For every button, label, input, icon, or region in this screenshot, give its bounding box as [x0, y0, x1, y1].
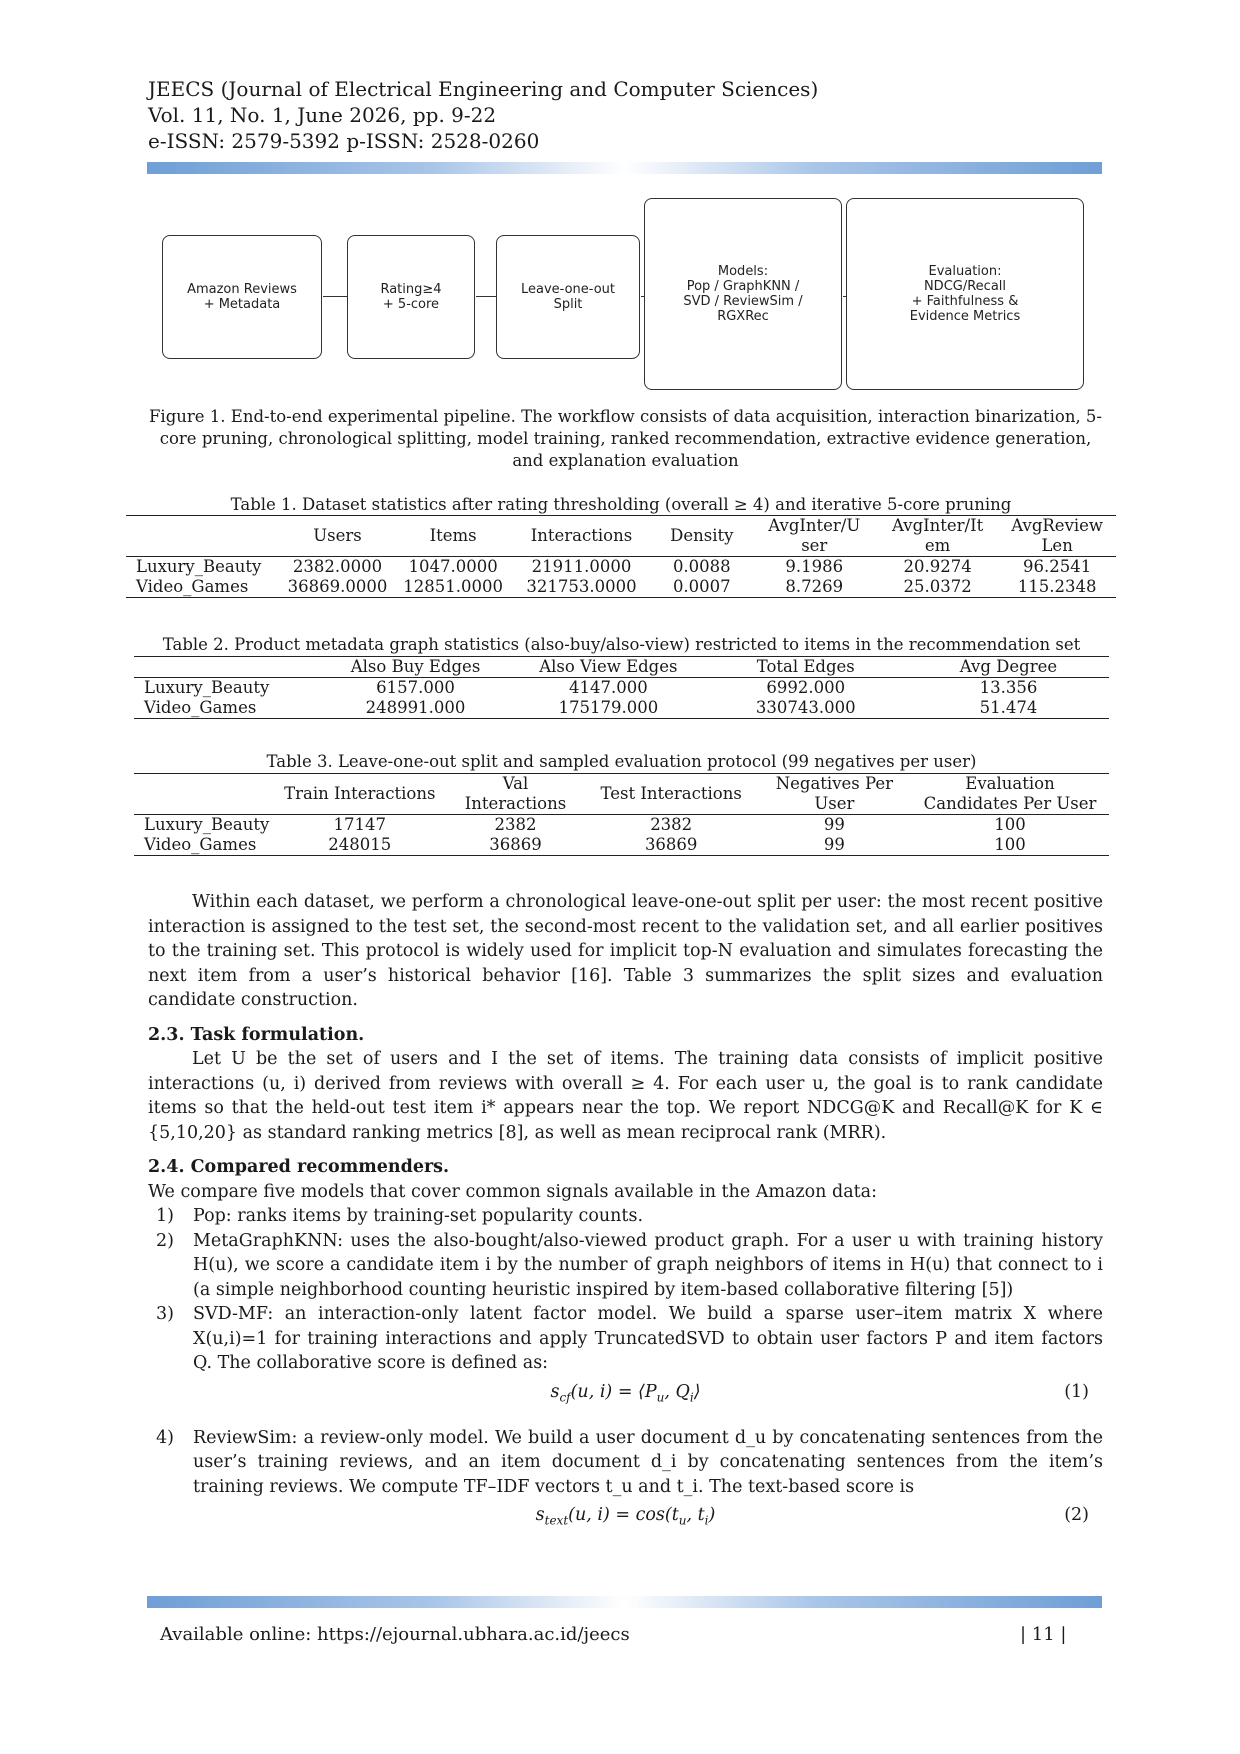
- list-text: ReviewSim: a review-only model. We build a user document d_u by concatenating sentences from the user’s training reviews, and an item document d_i by concatenating sentences from the item’s training reviews. We compute TF–IDF vectors t_u and t_i. The text-based score is: [193, 1427, 1103, 1497]
- table-cell: 8.7269: [785, 577, 844, 596]
- list-item: [148, 1302, 1103, 1404]
- table-header-cell: AvgInter/It em: [877, 516, 998, 557]
- table3-caption: Table 3. Leave-one-out split and sampled evaluation protocol (99 negatives per user): [266, 752, 977, 771]
- table-header-cell: Also View Edges: [513, 657, 704, 678]
- list-text: MetaGraphKNN: uses the also-bought/also-viewed product graph. For a user u with training history H(u), we score a candidate item i by the number of graph neighbors of items in H(u) that connect to i (a simple neighborhood counting heuristic inspired by item-based collaborative filtering [5]): [193, 1230, 1103, 1300]
- table-header-cell: Users: [280, 516, 396, 557]
- section-heading: 2.4. Compared recommenders.: [148, 1157, 450, 1177]
- table-header-cell: Test Interactions: [585, 774, 758, 815]
- table1-caption: Table 1. Dataset statistics after rating thresholding (overall ≥ 4) and iterative 5-core pruning: [230, 495, 1012, 514]
- pipeline-box-label: Evaluation: NDCG/Recall + Faithfulness & Evidence Metrics: [909, 264, 1021, 324]
- table-header-cell: [134, 774, 273, 815]
- table-cell: 248991.000: [365, 698, 466, 717]
- paragraph: Within each dataset, we perform a chronological leave-one-out split per user: the most recent positive interaction is assigned to the test set, the second-most recent to the validation set, and all earlier positives to the training set. This protocol is widely used for implicit top-N evaluation and simulates forecasting the next item from a user’s historical behavior [16]. Table 3 summarizes the split sizes and evaluation candidate construction.: [148, 892, 1103, 1010]
- table-cell: Video_Games: [144, 698, 257, 717]
- equation-number: (1): [1064, 1381, 1089, 1402]
- table-header-cell: Val Interactions: [446, 774, 584, 815]
- equation-formula: $s_{cf}(u$, $i) = ⟨P_u$, $Q_i⟩$: [550, 1381, 701, 1404]
- table-cell: 12851.0000: [403, 577, 503, 596]
- body-text: [148, 890, 1103, 1531]
- table-cell: 248015: [328, 835, 392, 854]
- table-header-cell: [126, 516, 280, 557]
- table-row: [126, 577, 1116, 598]
- table-cell: 0.0007: [672, 577, 731, 596]
- table-header-cell: Interactions: [511, 516, 652, 557]
- table-cell: 36869: [644, 835, 698, 854]
- pipeline-box-label: Models: Pop / GraphKNN / SVD / ReviewSim / RGXRec: [683, 264, 803, 324]
- pipeline-box-split: [496, 235, 640, 359]
- table-cell: 9.1986: [785, 557, 844, 576]
- pipeline-box-evaluation: [846, 198, 1084, 390]
- journal-issn: e-ISSN: 2579-5392 p-ISSN: 2528-0260: [148, 129, 540, 153]
- table-cell: 100: [994, 835, 1026, 854]
- table-row: [134, 815, 1109, 836]
- table-header-cell: [134, 657, 318, 678]
- list-number: 1): [156, 1206, 174, 1226]
- table-header-cell: Evaluation Candidates Per User: [911, 774, 1109, 815]
- table-cell: 2382.0000: [292, 557, 383, 576]
- table-header-cell: Negatives Per User: [758, 774, 911, 815]
- table-cell: Luxury_Beauty: [144, 678, 270, 697]
- table1: [126, 515, 1116, 598]
- table-header-cell: Train Interactions: [273, 774, 446, 815]
- list-item: [148, 1426, 1103, 1528]
- table-cell: 51.474: [979, 698, 1038, 717]
- paragraph: We compare five models that cover common signals available in the Amazon data:: [148, 1181, 878, 1202]
- list-number: 3): [156, 1304, 174, 1324]
- table-header-cell: Also Buy Edges: [318, 657, 513, 678]
- pipeline-figure: [160, 198, 1090, 390]
- table-cell: 36869.0000: [287, 577, 388, 596]
- table-row: [134, 835, 1109, 856]
- list-item: [148, 1229, 1103, 1303]
- pipeline-box-data: [162, 235, 322, 359]
- table-header-cell: Total Edges: [704, 657, 908, 678]
- table-cell: 0.0088: [672, 557, 731, 576]
- footer-online-link: Available online: https://ejournal.ubhara.ac.id/jeecs: [160, 1624, 630, 1645]
- table-cell: 17147: [333, 815, 387, 834]
- list-number: 4): [156, 1427, 174, 1448]
- pipeline-box-filter: [347, 235, 475, 359]
- table-cell: 13.356: [979, 678, 1038, 697]
- equation-formula: $s_{text}(u$, $i) = \cos(t_u$, $t_i$): [535, 1505, 716, 1528]
- table-cell: 4147.000: [568, 678, 648, 697]
- table-row: [134, 678, 1109, 699]
- paragraph: Let U be the set of users and I the set of items. The training data consists of implicit positive interactions (u, i) derived from reviews with overall ≥ 4. For each user u, the goal is to rank candidate items so that the held-out test item i* appears near the top. We report NDCG@K and Recall@K for K ∈ {5,10,20} as standard ranking metrics [8], as well as mean reciprocal rank (MRR).: [148, 1049, 1103, 1143]
- journal-volume: Vol. 11, No. 1, June 2026, pp. 9-22: [148, 103, 497, 127]
- pipeline-box-models: [644, 198, 842, 390]
- table-cell: 20.9274: [903, 557, 972, 576]
- table-cell: 25.0372: [903, 577, 972, 596]
- table-cell: Video_Games: [144, 835, 257, 854]
- table-row: [134, 698, 1109, 719]
- model-list: [148, 1204, 1103, 1527]
- table-cell: 99: [823, 815, 845, 834]
- table-cell: 99: [823, 835, 845, 854]
- pipeline-box-label: Amazon Reviews + Metadata: [187, 282, 297, 312]
- table-cell: 321753.0000: [526, 577, 637, 596]
- table-header-cell: AvgInter/U ser: [752, 516, 877, 557]
- table-header-cell: Items: [395, 516, 511, 557]
- list-item: [148, 1204, 1103, 1229]
- table-cell: 115.2348: [1017, 577, 1097, 596]
- section-heading: 2.3. Task formulation.: [148, 1024, 365, 1045]
- table-header-row: [126, 516, 1116, 557]
- table-cell: 36869: [489, 835, 542, 854]
- equation-number: (2): [1064, 1505, 1089, 1525]
- table-cell: 1047.0000: [408, 557, 498, 576]
- table-cell: 6992.000: [766, 678, 846, 697]
- journal-title: JEECS (Journal of Electrical Engineering and Computer Sciences): [148, 77, 819, 101]
- table-cell: Video_Games: [136, 577, 249, 596]
- table-cell: 21911.0000: [531, 557, 632, 576]
- table3: [134, 773, 1109, 856]
- table2: [134, 656, 1109, 719]
- page-number: | 11 |: [1020, 1624, 1067, 1645]
- header-rule: [147, 162, 1102, 174]
- table-cell: 2382: [650, 815, 693, 834]
- table2-caption: Table 2. Product metadata graph statistics (also-buy/also-view) restricted to items in the recommendation set: [162, 635, 1081, 654]
- table-cell: Luxury_Beauty: [144, 815, 270, 834]
- table-cell: 330743.000: [755, 698, 856, 717]
- table-cell: 100: [994, 815, 1026, 834]
- equation-1: [148, 1380, 1103, 1404]
- list-number: 2): [156, 1230, 174, 1251]
- table-header-cell: AvgReview Len: [998, 516, 1116, 557]
- list-text: Pop: ranks items by training-set popularity counts.: [193, 1206, 644, 1226]
- table-cell: 175179.000: [558, 698, 659, 717]
- table-row: [126, 557, 1116, 578]
- table-cell: 96.2541: [1023, 557, 1092, 576]
- table-cell: 6157.000: [376, 678, 455, 697]
- table-header-row: [134, 657, 1109, 678]
- pipeline-box-label: Leave-one-out Split: [520, 282, 615, 312]
- pipeline-box-label: Rating≥4 + 5-core: [380, 282, 442, 312]
- journal-header: [148, 76, 818, 154]
- equation-2: [148, 1503, 1103, 1527]
- figure-caption: Figure 1. End-to-end experimental pipeline. The workflow consists of data acquisition, interaction binarization, 5-core pruning, chronological splitting, model training, ranked recommendation, extractive evidence generation, and explanation evaluation: [148, 407, 1103, 470]
- table-header-row: [134, 774, 1109, 815]
- table-cell: 2382: [494, 815, 537, 834]
- list-text: SVD-MF: an interaction-only latent factor model. We build a sparse user–item matrix X where X(u,i)=1 for training interactions and apply TruncatedSVD to obtain user factors P and item factors Q. The collaborative score is defined as:: [193, 1304, 1103, 1373]
- table-cell: Luxury_Beauty: [136, 557, 262, 576]
- table-header-cell: Avg Degree: [908, 657, 1109, 678]
- table-header-cell: Density: [652, 516, 752, 557]
- footer-rule: [147, 1596, 1102, 1608]
